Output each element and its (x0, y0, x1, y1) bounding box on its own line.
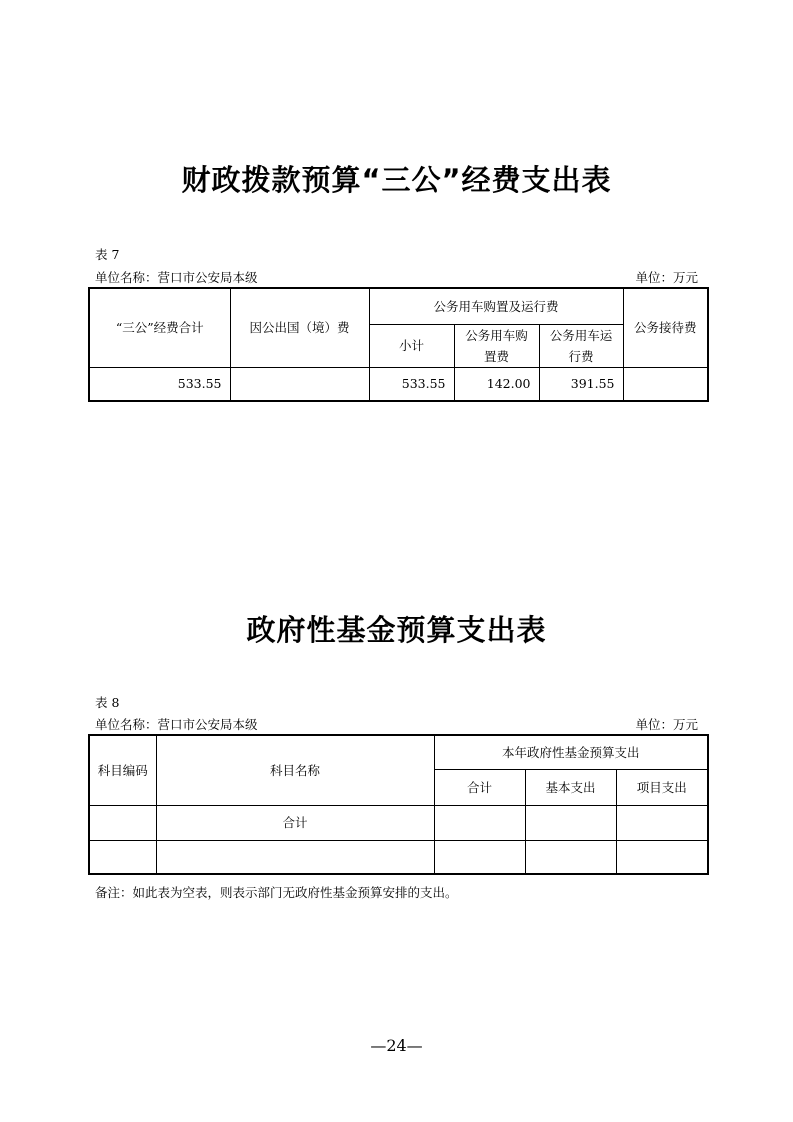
table8-header-group: 本年政府性基金预算支出 (434, 735, 708, 769)
table7-header-abroad: 因公出国（境）费 (230, 288, 369, 367)
table8-unit-name: 单位名称：营口市公安局本级 (95, 717, 258, 732)
table8-header-code: 科目编码 (89, 735, 156, 805)
table7-header-reception: 公务接待费 (623, 288, 708, 367)
table8-cell-total (434, 805, 525, 840)
table8-header-total: 合计 (434, 769, 525, 805)
table7-header-vehicle-group: 公务用车购置及运行费 (369, 288, 623, 324)
table7-header-purchase: 公务用车购置费 (454, 324, 539, 367)
table7-cell-total: 533.55 (89, 367, 230, 401)
table7-cell-subtotal: 533.55 (369, 367, 454, 401)
page-number: —24— (370, 1036, 423, 1055)
table-row (89, 805, 708, 840)
table7-unit: 单位：万元 (635, 270, 698, 285)
table7-title: 财政拨款预算“三公”经费支出表 (181, 163, 612, 197)
table8-cell-name (156, 840, 434, 874)
table7-header-operation: 公务用车运行费 (539, 324, 623, 367)
table7-header-subtotal: 小计 (369, 324, 454, 367)
table8-note: 备注：如此表为空表，则表示部门无政府性基金预算安排的支出。 (95, 885, 458, 900)
table8-cell-basic (525, 805, 616, 840)
table7-cell-operation: 391.55 (539, 367, 623, 401)
table7-cell-purchase: 142.00 (454, 367, 539, 401)
table8-cell-total (434, 840, 525, 874)
table7-unit-name: 单位名称：营口市公安局本级 (95, 270, 258, 285)
table8-header-basic: 基本支出 (525, 769, 616, 805)
table7-header-total: “三公”经费合计 (89, 288, 230, 367)
table7-grid (88, 287, 709, 402)
table8-cell-name: 合计 (156, 805, 434, 840)
table8-header-project: 项目支出 (616, 769, 708, 805)
table7-cell-reception (623, 367, 708, 401)
table8-cell-code (89, 805, 156, 840)
table8-header-name: 科目名称 (156, 735, 434, 805)
table8-title: 政府性基金预算支出表 (246, 613, 547, 647)
table8-unit: 单位：万元 (635, 717, 698, 732)
table-row (89, 840, 708, 874)
table8-cell-basic (525, 840, 616, 874)
table7-number: 表 7 (95, 247, 120, 262)
table8-cell-code (89, 840, 156, 874)
table8-cell-project (616, 840, 708, 874)
table8-number: 表 8 (95, 695, 120, 710)
table7-cell-abroad (230, 367, 369, 401)
table8-cell-project (616, 805, 708, 840)
table8-grid (88, 734, 709, 875)
